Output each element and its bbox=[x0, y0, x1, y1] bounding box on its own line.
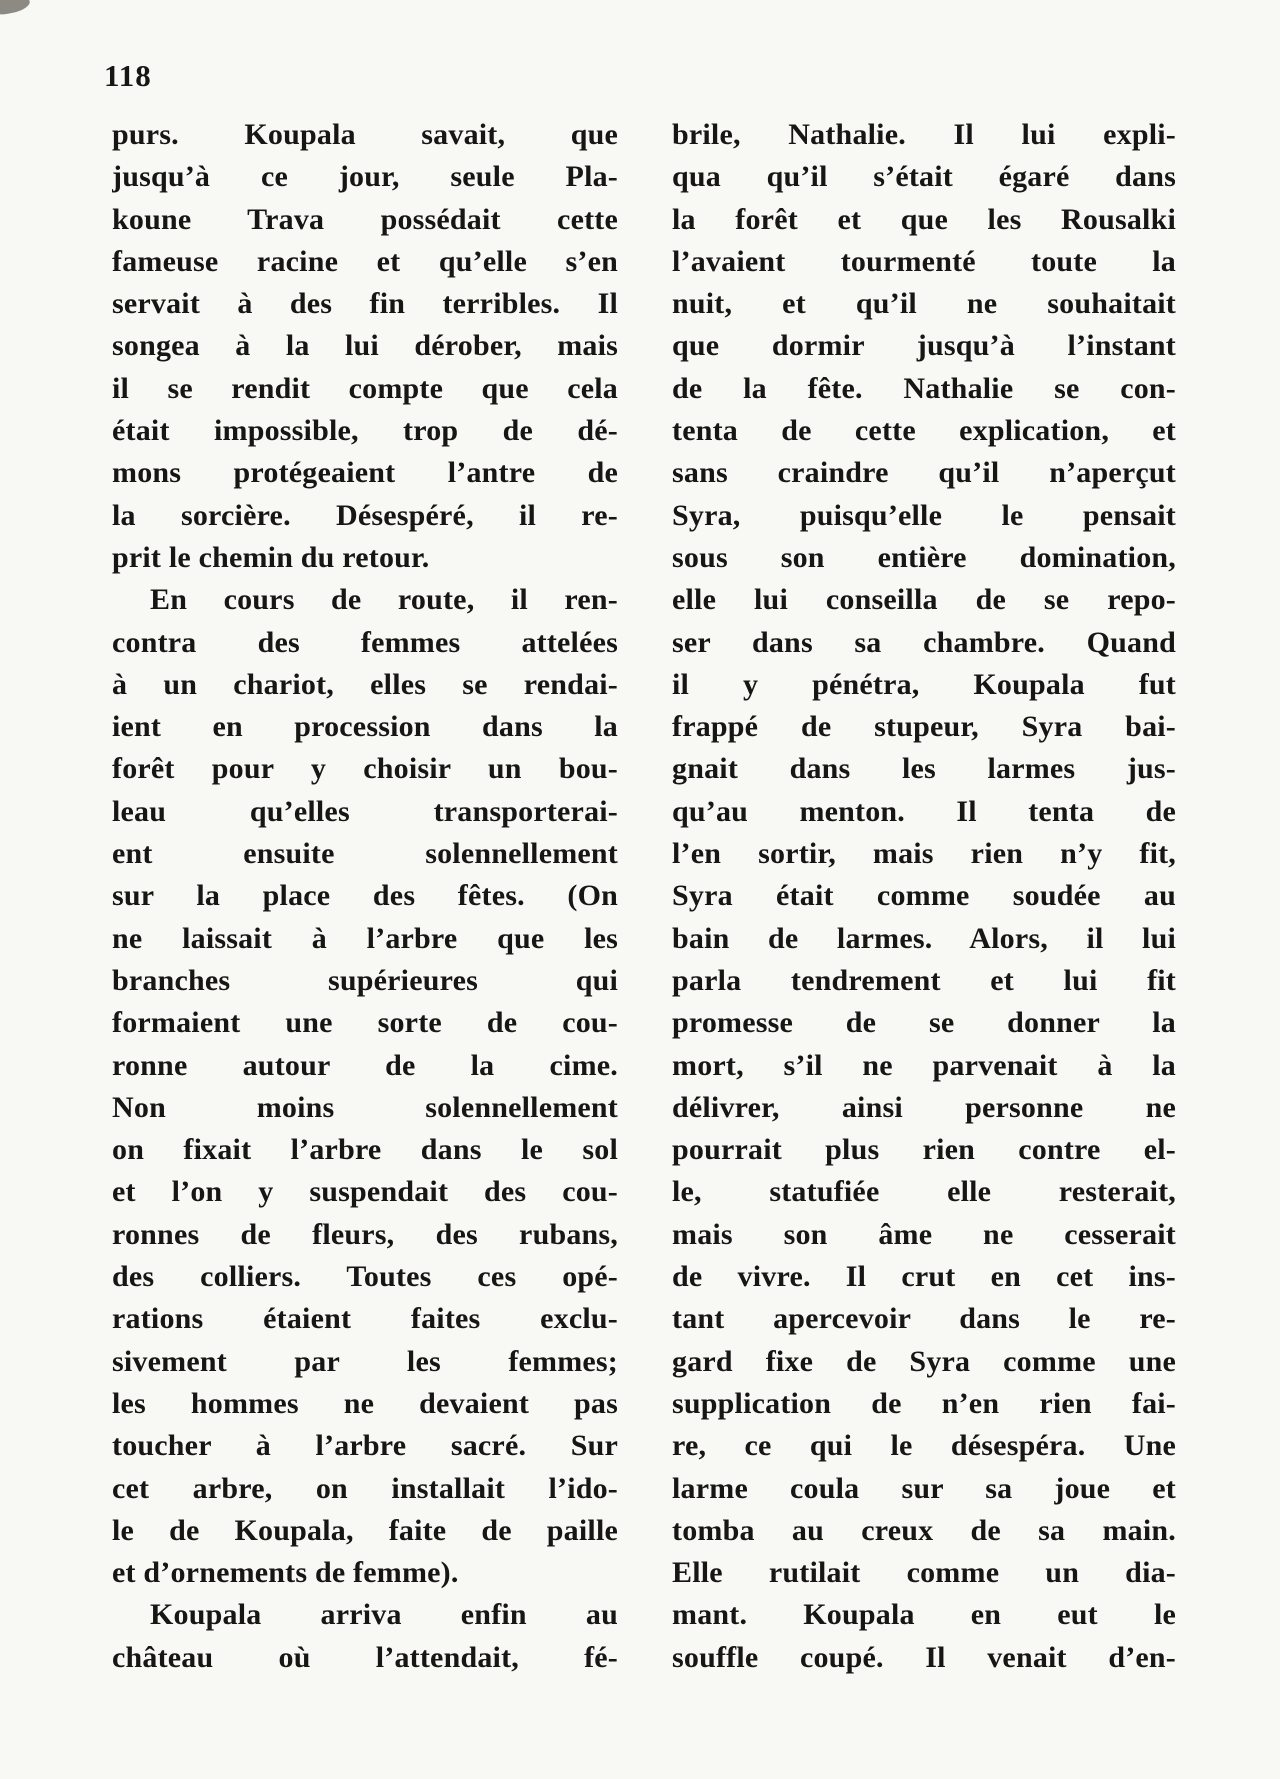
text-line: les hommes ne devaient pas bbox=[112, 1386, 618, 1420]
text-line: gnait dans les larmes jus- bbox=[672, 752, 1176, 786]
text-line: contra des femmes attelées bbox=[112, 625, 618, 659]
text-line: frappé de stupeur, Syra bai- bbox=[672, 710, 1176, 744]
text-line: promesse de se donner la bbox=[672, 1006, 1176, 1040]
text-line: mais son âme ne cesserait bbox=[672, 1217, 1176, 1251]
text-line: mons protégeaient l’antre de bbox=[112, 456, 618, 490]
text-line: ser dans sa chambre. Quand bbox=[672, 625, 1176, 659]
text-line: le, statufiée elle resterait, bbox=[672, 1175, 1176, 1209]
text-line: ronnes de fleurs, des rubans, bbox=[112, 1217, 618, 1251]
text-line: mant. Koupala en eut le bbox=[672, 1598, 1176, 1632]
text-line: brile, Nathalie. Il lui expli- bbox=[672, 118, 1176, 151]
text-line: jusqu’à ce jour, seule Pla- bbox=[112, 160, 618, 194]
text-line: fameuse racine et qu’elle s’en bbox=[112, 244, 618, 278]
text-line: l’avaient tourmenté toute la bbox=[672, 244, 1176, 278]
text-line: de vivre. Il crut en cet ins- bbox=[672, 1260, 1176, 1294]
text-line: rations étaient faites exclu- bbox=[112, 1302, 618, 1336]
text-line: koune Trava possédait cette bbox=[112, 202, 618, 236]
text-line: Koupala arriva enfin au bbox=[150, 1598, 618, 1632]
text-line: leau qu’elles transporterai- bbox=[112, 794, 618, 828]
text-line: tant apercevoir dans le re- bbox=[672, 1302, 1176, 1336]
text-line: sans craindre qu’il n’aperçut bbox=[672, 456, 1176, 490]
text-line: pourrait plus rien contre el- bbox=[672, 1133, 1176, 1167]
text-line: re, ce qui le désespéra. Une bbox=[672, 1429, 1176, 1463]
text-line: bain de larmes. Alors, il lui bbox=[672, 921, 1176, 955]
text-line: parla tendrement et lui fit bbox=[672, 963, 1176, 997]
text-line: Non moins solennellement bbox=[112, 1090, 618, 1124]
text-line: mort, s’il ne parvenait à la bbox=[672, 1048, 1176, 1082]
text-line: En cours de route, il ren- bbox=[150, 583, 618, 617]
text-line: songea à la lui dérober, mais bbox=[112, 329, 618, 363]
text-line: larme coula sur sa joue et bbox=[672, 1471, 1176, 1505]
text-line: servait à des fin terribles. Il bbox=[112, 287, 618, 321]
text-line: des colliers. Toutes ces opé- bbox=[112, 1260, 618, 1294]
text-line: souffle coupé. Il venait d’en- bbox=[672, 1640, 1176, 1674]
text-line: gard fixe de Syra comme une bbox=[672, 1344, 1176, 1378]
text-line: ronne autour de la cime. bbox=[112, 1048, 618, 1082]
text-line: supplication de n’en rien fai- bbox=[672, 1386, 1176, 1420]
page-number: 118 bbox=[104, 58, 152, 93]
text-line: branches supérieures qui bbox=[112, 963, 618, 997]
text-line: on fixait l’arbre dans le sol bbox=[112, 1133, 618, 1167]
text-line: la forêt et que les Rousalki bbox=[672, 202, 1176, 236]
text-line: qu’au menton. Il tenta de bbox=[672, 794, 1176, 828]
text-line: il y pénétra, Koupala fut bbox=[672, 667, 1176, 701]
text-line: la sorcière. Désespéré, il re- bbox=[112, 498, 618, 532]
text-line: ent ensuite solennellement bbox=[112, 837, 618, 871]
text-line: l’en sortir, mais rien n’y fit, bbox=[672, 837, 1176, 871]
text-line: et d’ornements de femme). bbox=[112, 1556, 459, 1590]
text-line: sous son entière domination, bbox=[672, 540, 1176, 574]
text-line: Syra, puisqu’elle le pensait bbox=[672, 498, 1176, 532]
text-line: elle lui conseilla de se repo- bbox=[672, 583, 1176, 617]
text-line: prit le chemin du retour. bbox=[112, 540, 430, 574]
text-line: nuit, et qu’il ne souhaitait bbox=[672, 287, 1176, 321]
text-line: sur la place des fêtes. (On bbox=[112, 879, 618, 913]
text-line: purs. Koupala savait, que bbox=[112, 118, 618, 151]
text-line: de la fête. Nathalie se con- bbox=[672, 371, 1176, 405]
text-line: Elle rutilait comme un dia- bbox=[672, 1556, 1176, 1590]
text-column-left bbox=[112, 114, 618, 1679]
text-line: sivement par les femmes; bbox=[112, 1344, 618, 1378]
text-line: forêt pour y choisir un bou- bbox=[112, 752, 618, 786]
text-line: que dormir jusqu’à l’instant bbox=[672, 329, 1176, 363]
text-line: le de Koupala, faite de paille bbox=[112, 1513, 618, 1547]
text-line: et l’on y suspendait des cou- bbox=[112, 1175, 618, 1209]
text-line: tenta de cette explication, et bbox=[672, 414, 1176, 448]
text-line: tomba au creux de sa main. bbox=[672, 1513, 1176, 1547]
text-line: château où l’attendait, fé- bbox=[112, 1640, 618, 1674]
text-line: toucher à l’arbre sacré. Sur bbox=[112, 1429, 618, 1463]
text-line: à un chariot, elles se rendai- bbox=[112, 667, 618, 701]
text-line: cet arbre, on installait l’ido- bbox=[112, 1471, 618, 1505]
text-line: il se rendit compte que cela bbox=[112, 371, 618, 405]
text-line: délivrer, ainsi personne ne bbox=[672, 1090, 1176, 1124]
text-line: ient en procession dans la bbox=[112, 710, 618, 744]
text-line: qua qu’il s’était égaré dans bbox=[672, 160, 1176, 194]
text-line: formaient une sorte de cou- bbox=[112, 1006, 618, 1040]
text-line: Syra était comme soudée au bbox=[672, 879, 1176, 913]
text-line: était impossible, trop de dé- bbox=[112, 414, 618, 448]
scan-smudge-artifact bbox=[0, 0, 31, 17]
text-line: ne laissait à l’arbre que les bbox=[112, 921, 618, 955]
text-column-right bbox=[672, 114, 1176, 1679]
